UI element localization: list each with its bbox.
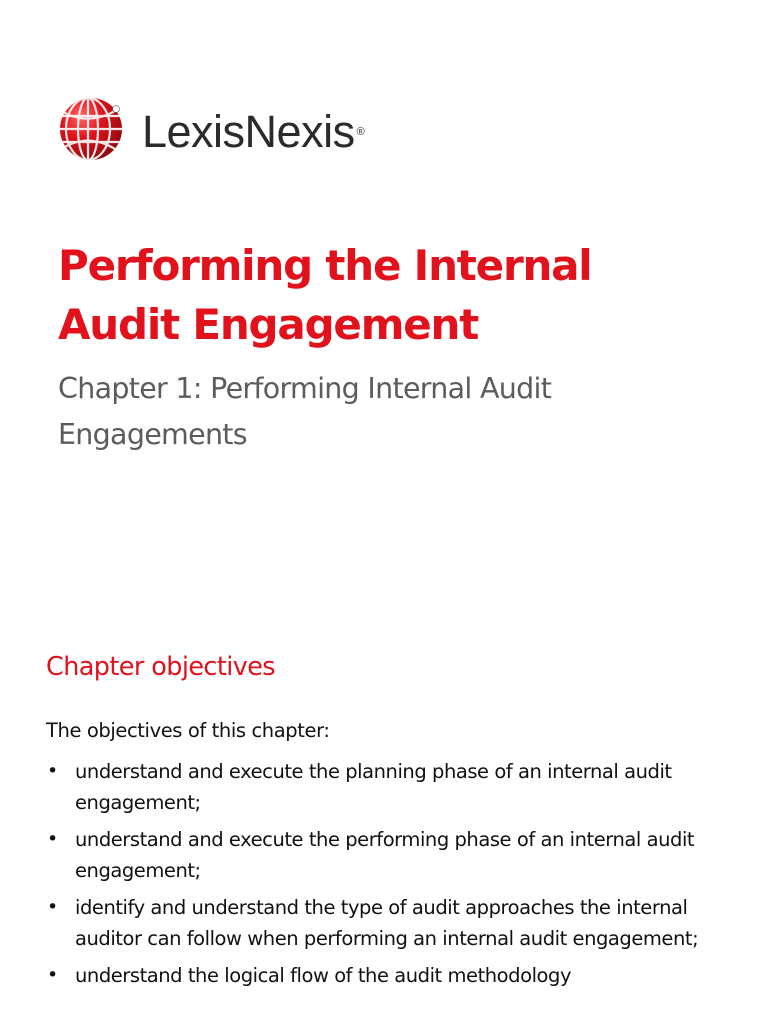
bullet-icon: •: [47, 760, 58, 782]
document-title: [58, 236, 748, 354]
document-subtitle: [58, 366, 738, 458]
subtitle-line-1: Chapter 1: Performing Internal Audit: [58, 372, 552, 405]
globe-logo-icon: [58, 96, 124, 162]
objectives-list: [46, 756, 726, 997]
objective-text: understand the logical flow of the audit methodology: [75, 964, 572, 987]
objectives-intro: The objectives of this chapter:: [46, 719, 330, 742]
lexisnexis-logo: [58, 96, 364, 162]
objective-text: identify and understand the type of audit approaches the internal auditor can follow when performing an internal audit engagement;: [75, 896, 699, 950]
list-item: [46, 756, 726, 818]
list-item: [46, 960, 726, 991]
objective-text: understand and execute the planning phase of an internal audit engagement;: [75, 760, 672, 814]
bullet-icon: •: [47, 896, 58, 918]
subtitle-line-2: Engagements: [58, 418, 247, 452]
brand-name: [142, 105, 365, 157]
objectives-heading: Chapter objectives: [46, 652, 275, 682]
objectives-slide: [0, 632, 768, 1024]
list-item: [46, 824, 726, 886]
title-line-1: Performing the Internal: [58, 241, 592, 290]
bullet-icon: •: [47, 964, 58, 986]
bullet-icon: •: [47, 828, 58, 850]
objective-text: understand and execute the performing phase of an internal audit engagement;: [75, 828, 695, 882]
registered-mark: ®: [356, 125, 365, 138]
brand-name-text: LexisNexis: [142, 105, 355, 157]
title-line-2: Audit Engagement: [58, 300, 479, 350]
list-item: [46, 892, 726, 954]
